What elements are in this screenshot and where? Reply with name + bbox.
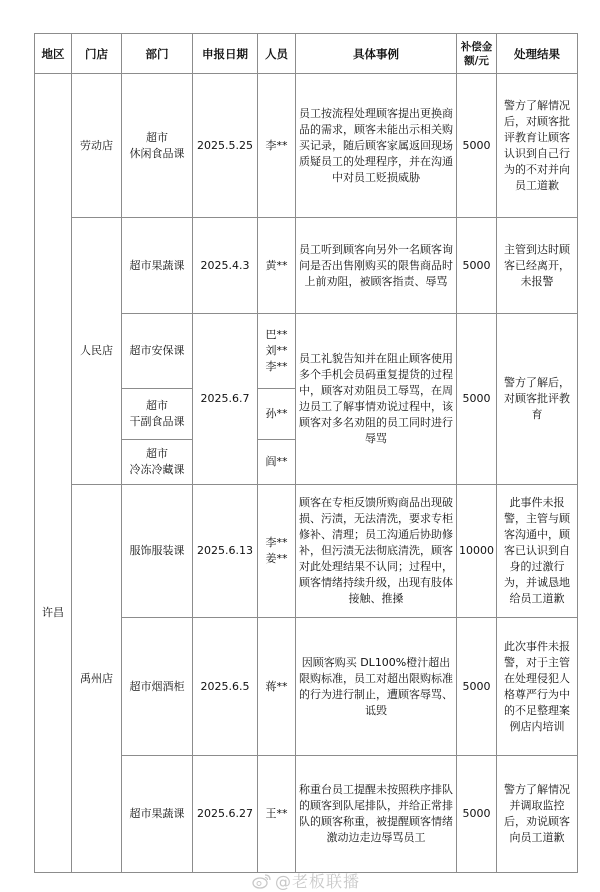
department-line: 超市 [146, 130, 168, 144]
staff-name: 阎** [265, 455, 288, 468]
department-cell: 超市安保课 [122, 314, 193, 389]
result-cell: 主管到达时顾客已经离开，未报警 [497, 218, 578, 314]
amount-cell: 5000 [457, 218, 497, 314]
header-region: 地区 [35, 34, 72, 74]
case-cell: 员工按流程处理顾客提出更换商品的需求，顾客未能出示相关购买记录，随后顾客家属返回现场质疑员工的处理程序，并在沟通中对员工贬损威胁 [296, 74, 457, 218]
table-row [35, 485, 578, 618]
case-cell: 称重台员工提醒未按照秩序排队的顾客到队尾排队，并给正常排队的顾客称重，被提醒顾客情绪激动边走边辱骂员工 [296, 756, 457, 873]
region-cell: 许昌 [35, 74, 72, 873]
result-cell: 警方了解后，对顾客批评教育 [497, 314, 578, 485]
staff-cell [258, 440, 296, 485]
staff-name: 刘** [265, 344, 288, 357]
amount-cell: 10000 [457, 485, 497, 618]
amount-cell: 5000 [457, 756, 497, 873]
header-row [35, 34, 578, 74]
result-cell: 警方了解情况后，对顾客批评教育让顾客认识到自己行为的不对并向员工道歉 [497, 74, 578, 218]
case-cell: 因顾客购买 DL100%橙汁超出限购标准，员工对超出限购标准的行为进行制止，遭顾客辱骂、诋毁 [296, 618, 457, 756]
department-cell [122, 389, 193, 440]
date-cell: 2025.6.13 [193, 485, 258, 618]
staff-cell [258, 485, 296, 618]
department-line: 干副食品课 [129, 415, 185, 428]
staff-cell [258, 389, 296, 440]
date-cell: 2025.4.3 [193, 218, 258, 314]
staff-name: 蒋** [265, 679, 288, 693]
case-cell: 员工听到顾客向另外一名顾客询问是否出售刚购买的限售商品时上前劝阻，被顾客指责、辱骂 [296, 218, 457, 314]
department-line: 超市 [146, 447, 168, 460]
case-cell: 员工礼貌告知并在阻止顾客使用多个手机会员码重复提货的过程中，顾客对劝阻员工辱骂，在周边员工了解事情劝说过程中，该顾客对多名劝阻的员工同时进行辱骂 [296, 314, 457, 485]
incident-table [34, 33, 578, 873]
header-case: 具体事例 [296, 34, 457, 74]
header-staff: 人员 [258, 34, 296, 74]
header-department: 部门 [122, 34, 193, 74]
department-cell [122, 440, 193, 485]
staff-name: 孙** [265, 407, 288, 420]
department-cell: 超市烟酒柜 [122, 618, 193, 756]
staff-name: 李** [265, 138, 288, 152]
department-cell: 超市果蔬课 [122, 218, 193, 314]
date-cell: 2025.6.7 [193, 314, 258, 485]
department-line: 休闲食品课 [129, 146, 185, 160]
header-amount: 补偿金额/元 [457, 34, 497, 74]
staff-name: 李** [265, 536, 288, 549]
result-cell: 此事件未报警，主管与顾客沟通中，顾客已认识到自身的过激行为，并诚恳地给员工道歉 [497, 485, 578, 618]
department-line: 冷冻冷藏课 [129, 463, 185, 476]
store-cell: 人民店 [72, 218, 122, 485]
department-line: 超市 [146, 399, 168, 412]
result-cell: 警方了解情况并调取监控后，劝说顾客向员工道歉 [497, 756, 578, 873]
staff-cell [258, 618, 296, 756]
watermark-text: @老板联播 [275, 872, 361, 891]
date-cell: 2025.5.25 [193, 74, 258, 218]
amount-cell: 5000 [457, 618, 497, 756]
staff-cell [258, 218, 296, 314]
staff-cell [258, 74, 296, 218]
table-row [35, 218, 578, 314]
department-cell [122, 74, 193, 218]
staff-name: 李** [265, 360, 288, 373]
header-store: 门店 [72, 34, 122, 74]
header-result: 处理结果 [497, 34, 578, 74]
staff-name: 姜** [265, 552, 288, 565]
store-cell: 禹州店 [72, 485, 122, 873]
department-cell: 超市果蔬课 [122, 756, 193, 873]
amount-cell: 5000 [457, 314, 497, 485]
staff-name: 王** [265, 807, 288, 820]
weibo-icon [252, 873, 272, 889]
staff-cell [258, 756, 296, 873]
amount-cell: 5000 [457, 74, 497, 218]
store-cell: 劳动店 [72, 74, 122, 218]
staff-name: 巴** [265, 328, 288, 341]
staff-cell [258, 314, 296, 389]
case-cell: 顾客在专柜反馈所购商品出现破损、污渍，无法清洗，要求专柜修补、清理；员工沟通后协助修补，但污渍无法彻底清洗，顾客对此处理结果不认同；过程中，顾客情绪持续升级，出现有肢体接触、推搡 [296, 485, 457, 618]
header-report-date: 申报日期 [193, 34, 258, 74]
date-cell: 2025.6.5 [193, 618, 258, 756]
watermark [252, 869, 360, 892]
staff-name: 黄** [265, 258, 288, 272]
date-cell: 2025.6.27 [193, 756, 258, 873]
department-cell: 服饰服装课 [122, 485, 193, 618]
table-row [35, 74, 578, 218]
result-cell: 此次事件未报警，对于主管在处理侵犯人格尊严行为中的不足整理案例店内培训 [497, 618, 578, 756]
